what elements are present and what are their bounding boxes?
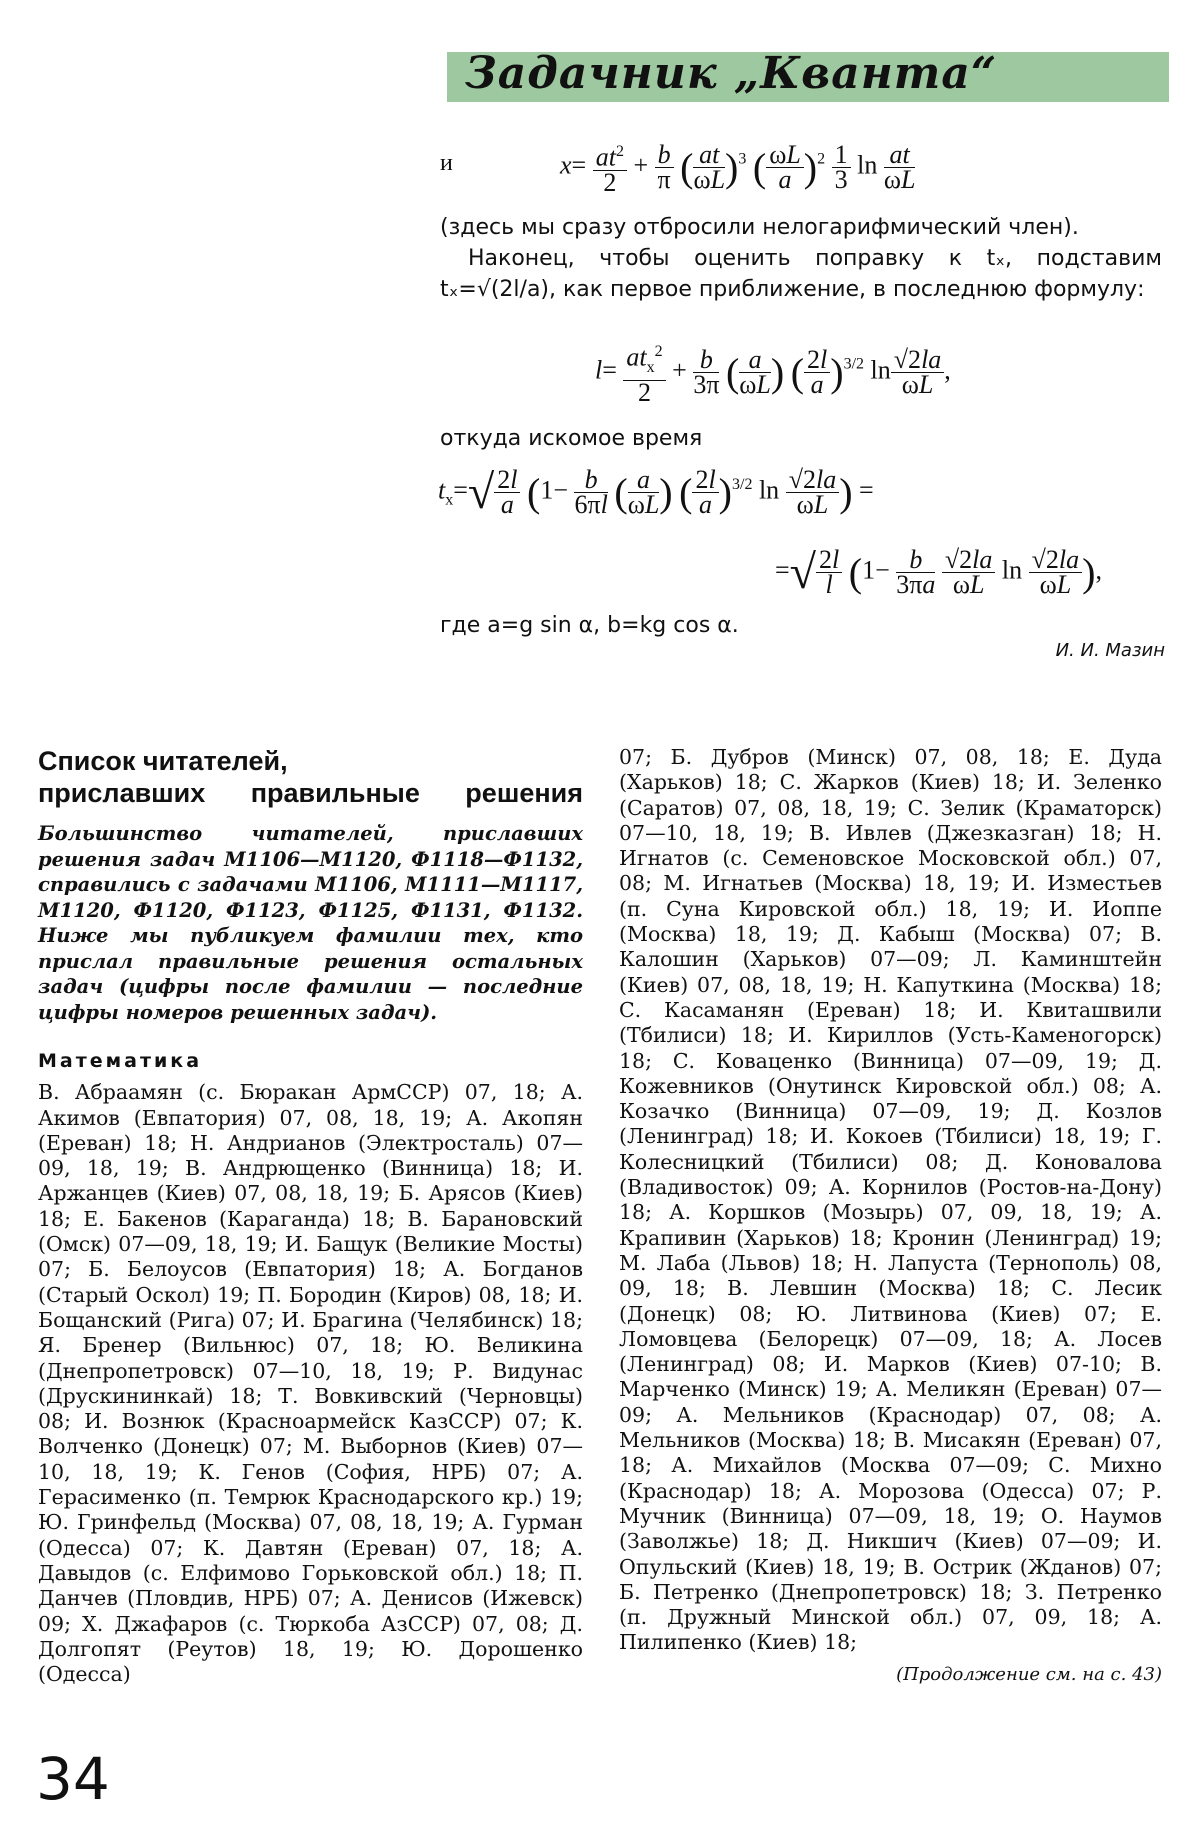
list-intro: Большинство читателей, приславших решения задач М1106—М1120, Ф1118—Ф1132, справились с задачами М1106, М1111—М1117, М1120, Ф1120, Ф1123, Ф1125, Ф1131, Ф1132. Ниже мы публикуем фамилии тех, кто прислал правильные решения остальных задач (цифры после фамилии — последние цифры номеров решенных задач).: [38, 822, 583, 1024]
reader-entries-right: 07; Б. Дубров (Минск) 07, 08, 18; Е. Дуда (Харьков) 18; С. Жарков (Киев) 18; И. Зеленко (Саратов) 07, 08, 18, 19; С. Зелик (Краматорск) 07—10, 18, 19; В. Ивлев (Джезказган) 18; Н. Игнатов (с. Семеновское Московской обл.) 07, 08; М. Игнатьев (Москва) 18, 19; И. Изместьев (п. Суна Кировской обл.) 18, 19; И. Иоппе (Москва) 18, 19; Д. Кабыш (Москва) 07; В. Калошин (Харьков) 07—09; Л. Каминштейн (Киев) 07, 08, 18, 19; Н. Капуткина (Москва) 18; С. Касаманян (Ереван) 18; И. Квиташвили (Тбилиси) 18; И. Кириллов (Усть-Каменогорск) 18; С. Коваценко (Винница) 07—09, 19; Д. Кожевников (Онутинск Кировской обл.) 08; А. Козачко (Винница) 07—09, 19; Д. Козлов (Ленинград) 18; И. Кокоев (Тбилиси) 18, 19; Г. Колесницкий (Тбилиси) 08; Д. Коновалова (Владивосток) 09; А. Корнилов (Ростов-на-Дону) 18; А. Коршков (Мозырь) 07, 09, 18, 19; А. Крапивин (Харьков) 18; Кронин (Ленинград) 19; М. Лаба (Львов) 18; Н. Лапуста (Тернополь) 08, 09, 18; В. Левшин (Москва) 18; С. Лесик (Донецк) 08; Ю. Литвинова (Киев) 07; Е. Ломовцева (Белорецк) 07—09, 18; А. Лосев (Ленинград) 08; И. Марков (Киев) 07-10; В. Марченко (Минск) 19; А. Меликян (Ереван) 07—09; А. Мельников (Краснодар) 07, 08; А. Мельников (Москва) 18; В. Мисакян (Ереван) 07, 18; А. Михайлов (Москва 07—09; С. Михно (Краснодар) 18; А. Морозова (Одесса) 07; Р. Мучник (Винница) 07—09, 18, 19; О. Наумов (Заволжье) 18; Д. Никшич (Киев) 07—09; И. Опульский (Киев) 18, 19; В. Острик (Жданов) 07; Б. Петренко (Днепропетровск) 18; З. Петренко (п. Дружный Минской обл.) 07, 09, 18; А. Пилипенко (Киев) 18;: [619, 745, 1162, 1655]
math-paragraph-2: откуда искомое время: [440, 426, 703, 451]
right-column: [619, 745, 1162, 1687]
continued-note: (Продолжение см. на с. 43): [896, 1663, 1162, 1685]
header-banner: [447, 48, 1169, 102]
equation-3: $t_x=√$ $\frac{2l}{a}$ (1− $\frac{b}{6\pi l}$ ( $\frac{a}{\omega L}$ ) ( $\frac{2l}{a}$ )$^{3/2}$ ln $\frac{√2la}{\omega L}$ ) =: [438, 465, 874, 519]
and-word: и: [440, 150, 453, 176]
subject-heading: Математика: [38, 1050, 203, 1072]
math-paragraph-1: Наконец, чтобы оценить поправку к tₓ, подставим tₓ=√(2l/a), как первое приближение, в последнюю формулу:: [440, 246, 1162, 302]
math-note: (здесь мы сразу отбросили нелогарифмический член).: [440, 215, 1079, 240]
list-title-line-2: приславших правильные решения: [38, 778, 583, 808]
banner-title: Задачник „Кванта“: [465, 48, 998, 99]
equation-2: l= $\frac{at_x^2}{2}$ + $\frac{b}{3\pi}$ ( $\frac{a}{\omega L}$ ) ( $\frac{2l}{a}$ )$^{3/2}$ ln $\frac{√2la}{\omega L}$ ,: [595, 340, 951, 405]
reader-entries-left: В. Абраамян (с. Бюракан АрмССР) 07, 18; А. Акимов (Евпатория) 07, 08, 18, 19; А. Акопян (Ереван) 18; Н. Андрианов (Электросталь) 07—09, 18, 19; В. Андрющенко (Винница) 18; И. Аржанцев (Киев) 07, 08, 18, 19; Б. Арясов (Киев) 18; Е. Бакенов (Караганда) 18; В. Барановский (Омск) 07—09, 18, 19; И. Бащук (Великие Мосты) 07; Б. Белоусов (Евпатория) 18; А. Богданов (Старый Оскол) 19; П. Бородин (Киров) 08, 18; И. Бощанский (Рига) 07; И. Брагина (Челябинск) 18; Я. Бренер (Вильнюс) 07, 18; Ю. Великина (Днепропетровск) 07—10, 18, 19; Р. Видунас (Друскининкай) 18; Т. Вовкивский (Черновцы) 08; И. Вознюк (Красноармейск КазССР) 07; К. Волченко (Донецк) 07; М. Выборнов (Киев) 07—10, 18, 19; К. Генов (София, НРБ) 07; А. Герасименко (п. Темрюк Краснодарского кр.) 19; Ю. Гринфельд (Москва) 07, 08, 18, 19; А. Гурман (Одесса) 07; К. Давтян (Ереван) 07, 18; А. Давыдов (с. Елфимово Горьковской обл.) 18; П. Данчев (Пловдив, НРБ) 07; А. Денисов (Ижевск) 09; Х. Джафаров (с. Тюркоба АзССР) 07, 08; Д. Долгопят (Реутов) 18, 19; Ю. Дорошенко (Одесса): [38, 1080, 583, 1687]
page-number: 34: [36, 1745, 110, 1813]
author-signature: И. И. Мазин: [1055, 640, 1165, 661]
list-title-line-1: Список читателей,: [38, 746, 288, 776]
list-title: [38, 745, 583, 809]
math-where: где a=g sin α, b=kg cos α.: [440, 613, 739, 638]
left-column: [38, 745, 583, 1687]
equation-1: x= $\frac{at^2}{2}$ + $\frac{b}{\pi}$ ( $\frac{at}{\omega L}$ )$^3$ ( $\frac{\omega L}{a}$ )$^2$ $\frac{1}{3}$ ln $\frac{at}{\omega L}$: [560, 139, 916, 197]
equation-4: =√ $\frac{2l}{l}$ (1− $\frac{b}{3\pi a}$ $\frac{√2la}{\omega L}$ ln $\frac{√2la}{\omega L}$ ),: [775, 545, 1102, 599]
